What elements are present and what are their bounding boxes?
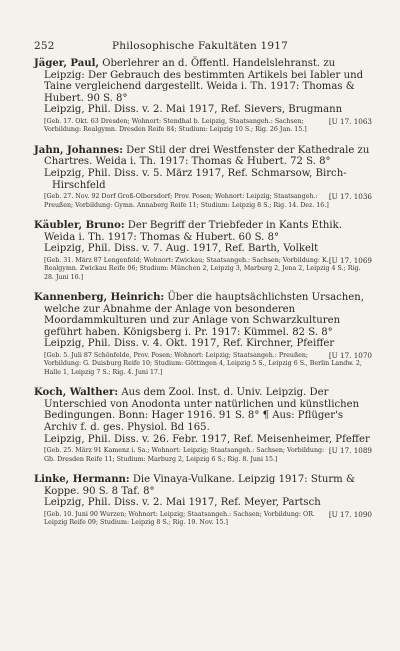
biographical-note	[34, 447, 372, 464]
running-title: Philosophische Fakultäten 1917	[111, 40, 289, 52]
author-name: Jahn, Johannes:	[34, 144, 123, 156]
dissertation-details: Leipzig, Phil. Diss. v. 2. Mai 1917, Ref. Meyer, Partsch	[44, 497, 321, 509]
note-text: [Geb. 31. März 87 Lengenfeld; Wohnort: Zwickau; Staatsangeh.: Sachsen; Vorbildung: K. Realgymn. Zwickau Reife 06; Studium: München 2, Leipzig 3, Marburg 2, Jena 2, Leipzig 4 S.; Rig. 28. Juni 16.]	[44, 256, 361, 281]
dissertation-title: Der Begriff der Triebfeder in Kants Ethik. Weida i. Th. 1917: Thomas & Hubert. 60 S. 8°	[44, 219, 342, 243]
dissertation-entry	[34, 58, 372, 135]
note-text: [Geb. 25. März 91 Kamenz i. Sa.; Wohnort: Leipzig; Staatsangeh.: Sachsen; Vorbildung: Gb. Dresden Reife 11; Studium: Marburg 2, Leipzig 6 S.; Rig. 8. Juni 15.]	[44, 447, 325, 463]
biographical-note	[34, 118, 372, 135]
catalog-reference: [U 17. 1089	[328, 446, 372, 456]
note-text: [Geb. 5. Juli 87 Schönfelde, Prov. Posen; Wohnort: Leipzig; Staatsangeh.: Preußen; Vorbildung: G. Duisburg Reife 10; Studium: Göttingen 4, Leipzig 5 S., Leipzig 6 S., Berlin Landw. 2, Halle 1, Leipzig 7 S.; Rig. 4. Juni 17.]	[44, 351, 362, 376]
dissertation-entry	[34, 474, 372, 528]
dissertation-title: Die Vinaya-Vulkane. Leipzig 1917: Sturm & Koppe. 90 S. 8 Taf. 8°	[44, 473, 355, 497]
note-text: [Geb. 17. Okt. 63 Dresden; Wohnort: Stendhal b. Leipzig, Staatsangeh.: Sachsen; Vorbildung: Realgymn. Dresden Reife 84; Studium: Leipzig 10 S.; Rig. 26 Jan. 15.]	[44, 117, 307, 134]
dissertation-entry	[34, 220, 372, 282]
catalog-reference: [U 17. 1036	[328, 192, 372, 202]
dissertation-entry	[34, 387, 372, 464]
dissertation-title: Oberlehrer an d. Öffentl. Handelslehranst. zu Leipzig: Der Gebrauch des bestimmten Artikels bei Iabler und Taine vergleichend dargestellt. Weida i. Th. 1917: Thomas & Hubert. 90 S. 8°	[44, 58, 364, 104]
biographical-note	[34, 511, 372, 528]
entry-heading	[34, 220, 372, 243]
catalog-reference: [U 17. 1090	[328, 509, 372, 519]
note-text: [Geb. 10. Juni 90 Wurzen; Wohnort: Leipzig; Staatsangeh.: Sachsen; Vorbildung: OR. Leipzig Reife 09; Studium: Leipzig 8 S.; Rig. 19. Nov. 15.]	[44, 510, 315, 527]
author-name: Jäger, Paul,	[34, 58, 99, 69]
author-name: Koch, Walther:	[34, 387, 119, 399]
dissertation-title: Aus dem Zool. Inst. d. Univ. Leipzig. Der Unterschied von Anodonta unter natürlichen und künstlichen Bedingungen. Bonn: Hager 1916. 91 S. 8° ¶ Aus: Pflüger's Archiv f. d. ges. Physiol. Bd 165.	[44, 387, 360, 433]
dissertation-details: Leipzig, Phil. Diss. v. 7. Aug. 1917, Ref. Barth, Volkelt	[44, 243, 319, 255]
dissertation-entry	[34, 292, 372, 377]
entry-heading	[34, 145, 372, 168]
dissertation-details: Leipzig, Phil. Diss. v. 26. Febr. 1917, Ref. Meisenheimer, Pfeffer	[44, 433, 370, 445]
author-name: Käubler, Bruno:	[34, 219, 125, 231]
entry-heading	[34, 474, 372, 497]
entry-heading	[34, 292, 372, 338]
entry-heading	[34, 58, 372, 104]
dissertation-title: Über die hauptsächlichsten Ursachen, welche zur Abnahme der Anlage von besonderen Moordammkulturen und zur Anlage von Schwarzkulturen geführt haben. Königsberg i. Pr. 1917: Kümmel. 82 S. 8°	[44, 291, 364, 338]
entry-heading	[34, 387, 372, 433]
dissertation-details: Leipzig, Phil. Diss. v. 5. März 1917, Ref. Schmarsow, Birch-Hirschfeld	[44, 167, 347, 191]
note-text: [Geb. 27. Nov. 92 Dorf Groß-Olbersdorf; Prov. Posen; Wohnort: Leipzig; Staatsangeh.: Preußen; Vorbildung: Gymn. Annaberg Reife 11; Studium: Leipzig 8 S.; Rig. 14. Dez. 16.]	[44, 193, 329, 209]
catalog-reference: [U 17. 1069	[328, 255, 372, 265]
page-number: 252	[34, 40, 55, 52]
author-name: Kannenberg, Heinrich:	[34, 291, 165, 303]
dissertation-details: Leipzig, Phil. Diss. v. 4. Okt. 1917, Ref. Kirchner, Pfeiffer	[44, 338, 335, 350]
dissertation-entry	[34, 145, 372, 210]
dissertation-title: Der Stil der drei Westfenster der Kathedrale zu Chartres. Weida i. Th. 1917: Thomas & Hubert. 72 S. 8°	[44, 144, 370, 168]
biographical-note	[34, 193, 372, 210]
dissertation-list	[34, 58, 372, 538]
dissertation-details: Leipzig, Phil. Diss. v. 2. Mai 1917, Ref. Sievers, Brugmann	[44, 104, 343, 116]
biographical-note	[34, 257, 372, 282]
catalog-reference: [U 17. 1063	[328, 116, 372, 126]
catalog-reference: [U 17. 1070	[328, 350, 372, 360]
author-name: Linke, Hermann:	[34, 473, 130, 485]
biographical-note	[34, 352, 372, 377]
